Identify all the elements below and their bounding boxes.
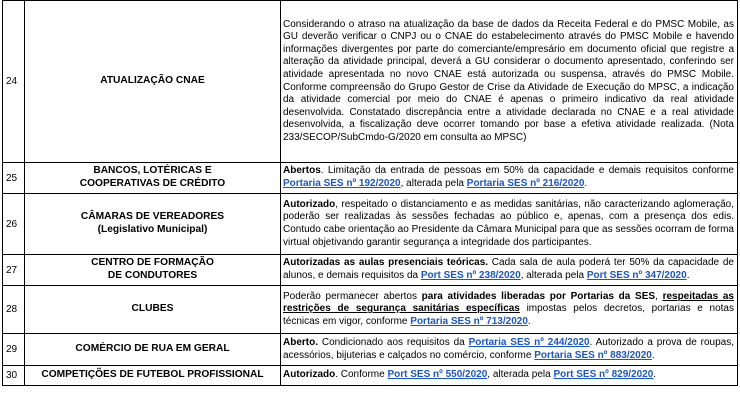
portaria-link[interactable]: Port SES nº 238/2020 bbox=[420, 270, 521, 281]
activity-name bbox=[25, 255, 281, 286]
description-text: , alterada pela bbox=[400, 178, 467, 189]
description-text: . bbox=[584, 178, 588, 189]
description-text: , respeitado o distanciamento e as medidas sanitárias, não caracterizando aglomeração, poderão ser realizadas às sessões fechadas ao público e, apenas, com a presença dos edis. Contudo cabe orientação ao Presidente da Câmara Municipal para que as sessões ocorram de forma virtual objetivando garantir segurança a integridade dos participantes. bbox=[283, 198, 734, 248]
row-number: 27 bbox=[3, 255, 25, 286]
description-text: . bbox=[653, 369, 657, 381]
activity-description bbox=[281, 366, 738, 386]
row-number: 28 bbox=[3, 286, 25, 334]
activity-name-line2: COOPERATIVAS DE CRÉDITO bbox=[79, 178, 226, 189]
activity-name-text: COMÉRCIO DE RUA EM GERAL bbox=[75, 343, 230, 355]
description-text: Condicionado aos requisitos da bbox=[318, 336, 469, 348]
description-text: . Conforme bbox=[335, 369, 388, 381]
status-lead: Abertos bbox=[283, 165, 321, 177]
activity-name-line1: CENTRO DE FORMAÇÃO bbox=[91, 257, 214, 269]
status-lead: Autorizado bbox=[283, 198, 336, 210]
description-text: , alterada pela bbox=[520, 270, 587, 281]
portaria-link[interactable]: Port SES nº 347/2020 bbox=[586, 270, 687, 281]
table-row bbox=[3, 334, 738, 366]
description-text: Considerando o atraso na atualização da base de dados da Receita Federal e do PMSC Mobile, as GU deverão verificar o CNPJ ou o CNAE do estabelecimento através do PMSC Mobile e havendo informações divergentes por parte do comerciante/empresário em documento oficial que registre a alteração da atividade principal, deverá a GU considerar o documento apresentado, conferindo ser atividade apresentada no novo CNAE está autorizada ou suspensa, através do PMSC Mobile. Conforme compreensão do Grupo Gestor de Crise da Atividade de Execução do MPSC, a indicação da atividade comercial por meio do CNAE é apenas o primeiro indicativo da real atividade desenvolvida. Constatado discrepância entre a atividade declarada no CNAE e a real atividade desenvolvida, a fiscalização deve ocorrer tomando por base a efetiva atividade realizada. (Nota 233/SECOP/SubCmdo-G/2020 em consulta ao MPSC) bbox=[283, 18, 734, 143]
activity-name-text: COMPETIÇÕES DE FUTEBOL PROFISSIONAL bbox=[41, 369, 264, 381]
emphasis-underlined-text: respeitadas as restrições de segurança sanitárias específicas bbox=[283, 290, 734, 315]
description-text: . bbox=[686, 270, 690, 281]
description-text: , bbox=[655, 290, 663, 302]
description-text: . bbox=[651, 349, 655, 361]
activity-name bbox=[25, 1, 281, 163]
activity-name-line1: CÂMARAS DE VEREADORES bbox=[80, 211, 225, 223]
status-lead: Aberto. bbox=[283, 336, 318, 348]
activity-description bbox=[281, 286, 738, 334]
table-row bbox=[3, 255, 738, 286]
activity-name-line1: BANCOS, LOTÉRICAS E bbox=[93, 165, 212, 177]
activity-name-text: ATUALIZAÇÃO CNAE bbox=[100, 75, 205, 87]
description-text: . bbox=[527, 315, 531, 327]
portaria-link[interactable]: Portaria SES nº 216/2020 bbox=[466, 178, 585, 189]
activity-name-line2: (Legislativo Municipal) bbox=[97, 224, 208, 235]
description-text: impostas pelos decretos, portarias e notas técnicas em vigor, conforme bbox=[283, 303, 734, 327]
activity-description bbox=[281, 163, 738, 194]
activity-name bbox=[25, 163, 281, 194]
row-number: 25 bbox=[3, 163, 25, 194]
activity-name-line2: DE CONDUTORES bbox=[107, 270, 198, 281]
table-row bbox=[3, 1, 738, 163]
activity-name bbox=[25, 366, 281, 386]
table-row bbox=[3, 366, 738, 386]
table-row bbox=[3, 163, 738, 194]
row-number: 26 bbox=[3, 194, 25, 255]
row-number: 24 bbox=[3, 1, 25, 163]
activity-name-text: CLUBES bbox=[131, 303, 174, 315]
description-text: Poderão permanecer abertos bbox=[283, 290, 422, 302]
portaria-link[interactable]: Portaria SES nº 713/2020 bbox=[410, 315, 528, 327]
activity-description bbox=[281, 255, 738, 286]
portaria-link[interactable]: Portaria SES nº 244/2020 bbox=[468, 336, 590, 348]
status-lead: Autorizadas as aulas presenciais teóricas. bbox=[283, 257, 489, 269]
activity-description bbox=[281, 194, 738, 255]
portaria-link[interactable]: Portaria SES nº 192/2020 bbox=[283, 178, 401, 189]
description-text: Cada sala de aula poderá ter 50% da capacidade de alunos, e demais requisitos da bbox=[283, 257, 734, 281]
row-number: 30 bbox=[3, 366, 25, 386]
activity-name bbox=[25, 194, 281, 255]
activity-name bbox=[25, 286, 281, 334]
activity-description bbox=[281, 334, 738, 366]
table-row bbox=[3, 286, 738, 334]
portaria-link[interactable]: Portaria SES nº 883/2020 bbox=[534, 349, 652, 361]
description-text: . Limitação da entrada de pessoas em 50% da capacidade e demais requisitos conforme bbox=[320, 165, 734, 177]
table-row bbox=[3, 194, 738, 255]
regulations-table bbox=[2, 0, 738, 386]
row-number: 29 bbox=[3, 334, 25, 366]
status-lead: Autorizado bbox=[283, 369, 336, 381]
emphasis-text: para atividades liberadas por Portarias da SES bbox=[421, 290, 656, 302]
description-text: . Autorizado a prova de roupas, acessórios, bijuterias e calçados no comércio, conforme bbox=[283, 336, 735, 361]
description-text: , alterada pela bbox=[487, 369, 554, 381]
portaria-link[interactable]: Port SES nº 829/2020 bbox=[553, 369, 654, 381]
activity-description bbox=[281, 1, 738, 163]
portaria-link[interactable]: Port SES nº 550/2020 bbox=[387, 369, 488, 381]
activity-name bbox=[25, 334, 281, 366]
